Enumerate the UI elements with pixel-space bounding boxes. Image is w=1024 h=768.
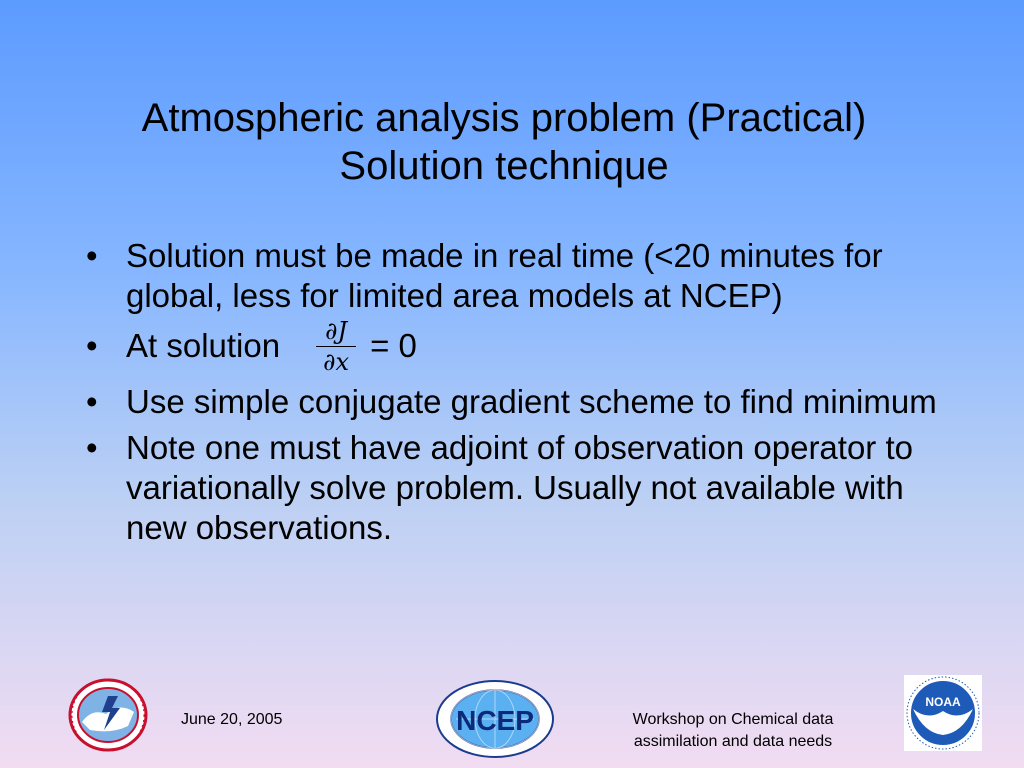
noaa-logo [904,675,982,751]
footer-date: June 20, 2005 [181,711,283,728]
fraction-denominator: ∂x [323,347,350,376]
bullet-item-3 [86,382,966,422]
partial-derivative-fraction [316,318,356,375]
noaa-logo-text: NOAA [925,695,961,709]
bullet-text-3: Use simple conjugate gradient scheme to find minimum [126,383,937,420]
fraction-numerator: ∂J [325,316,348,345]
title-line-1: Atmospheric analysis problem (Practical) [141,96,867,140]
equation-rhs: = 0 [370,327,417,364]
equation-line [126,316,966,376]
title-line-2: Solution technique [339,144,669,188]
bullet-item-2 [86,316,966,376]
bullet-item-4 [86,428,966,548]
bullet-marker: • [86,383,98,420]
ncep-logo-text: NCEP [456,705,534,736]
bullet-text-2: At solution [126,327,281,364]
bullet-marker: • [86,327,98,364]
footer-workshop [600,709,866,753]
bullet-text-4: Note one must have adjoint of observation operator to variationally solve problem. Usually not available with new observations. [126,429,913,546]
national-weather-service-logo [68,678,148,752]
bullet-list [86,236,966,554]
slide-title [0,94,1008,190]
noaa-seagull-icon [904,675,982,751]
fraction-bar [316,346,356,347]
bullet-text-1: Solution must be made in real time (<20 minutes for global, less for limited area models at NCEP) [126,237,883,314]
footer-workshop-line-1: Workshop on Chemical data [632,711,834,728]
ncep-logo [434,675,556,759]
bullet-marker: • [86,429,98,466]
footer-workshop-line-2: assimilation and data needs [633,733,833,750]
bullet-item-1 [86,236,966,316]
bullet-marker: • [86,237,98,274]
